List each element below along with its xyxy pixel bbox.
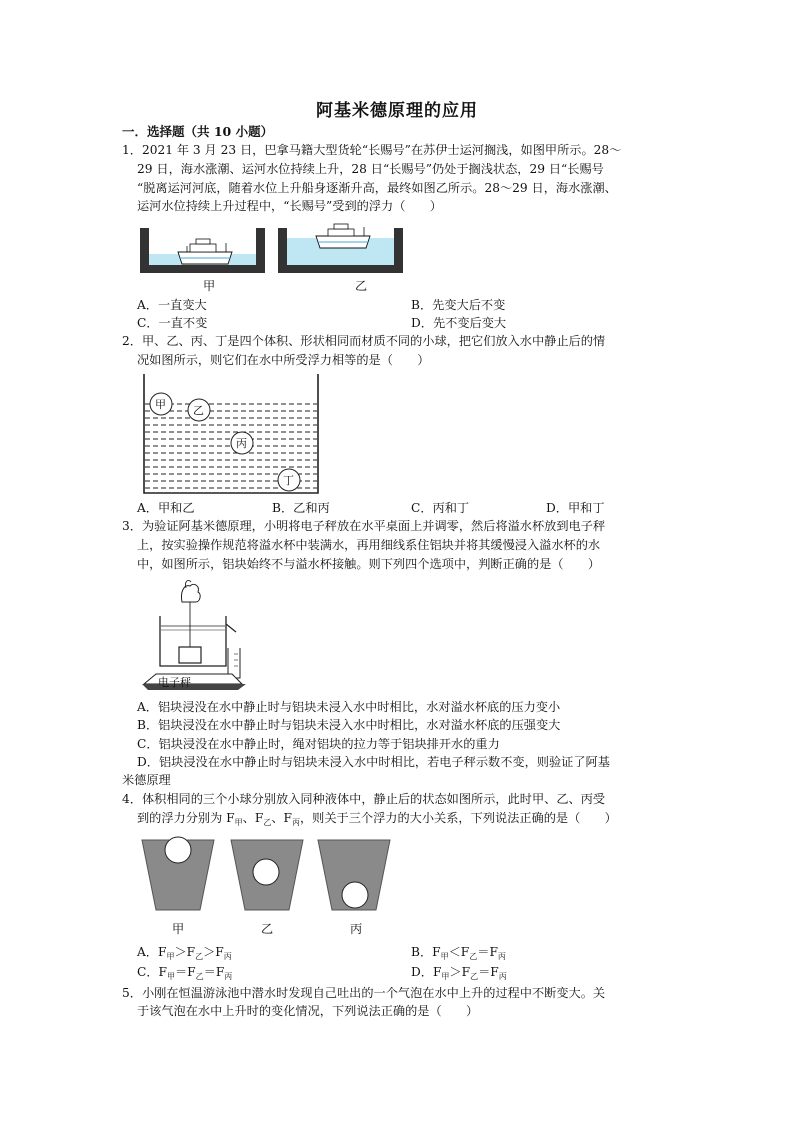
q2-tank-figure — [143, 374, 323, 494]
option-sub: 甲 — [441, 972, 450, 981]
q4-option-b[interactable] — [411, 943, 506, 963]
q4-line — [137, 809, 617, 829]
option-sub: 丙 — [498, 972, 507, 981]
q1-option-d[interactable]: D．先不变后变大 — [411, 316, 507, 330]
option-text: ＝F — [477, 945, 498, 959]
option-text: ＞F — [449, 965, 471, 979]
option-text: ＝F — [174, 965, 196, 979]
q2-ball-label-ding: 丁 — [283, 474, 294, 487]
q3-option-d[interactable]: D．铝块浸没在水中静止时与铝块未浸入水中时相比，若电子秤示数不变，则验证了阿基 — [137, 755, 610, 769]
option-text: ＞F — [174, 945, 196, 959]
q1-option-b[interactable]: B．先变大后不变 — [411, 298, 506, 312]
option-text: B．F — [411, 945, 441, 959]
page-title: 阿基米德原理的应用 — [316, 101, 478, 121]
q3-option-b[interactable]: B．铝块浸没在水中静止时与铝块未浸入水中时相比，水对溢水杯底的压强变大 — [137, 718, 561, 732]
q4-fig-label-jia: 甲 — [172, 922, 185, 936]
q3-option-d-continued: 米德原理 — [122, 773, 171, 787]
q4-option-a[interactable] — [137, 943, 232, 963]
option-text: ＝F — [203, 965, 225, 979]
option-sub: 丙 — [223, 952, 232, 961]
q3-option-a[interactable]: A．铝块浸没在水中静止时与铝块未浸入水中时相比，水对溢水杯底的压力变小 — [137, 700, 561, 714]
q2-option-d[interactable]: D．甲和丁 — [546, 501, 605, 515]
q3-line: 中，如图所示，铝块始终不与溢水杯接触。则下列四个选项中，判断正确的是（ ） — [137, 557, 601, 571]
q2-option-b[interactable]: B．乙和丙 — [272, 501, 330, 515]
q4-option-c[interactable] — [137, 963, 232, 983]
q1-line: “脱离运河河底，随着水位上升船身逐渐升高，最终如图乙所示。28～29 日，海水涨潮、 — [137, 181, 617, 195]
q2-option-c[interactable]: C．丙和丁 — [411, 501, 470, 515]
q1-line: 运河水位持续上升过程中，“长赐号”受到的浮力（ ） — [137, 199, 442, 213]
option-text: ＝F — [478, 965, 499, 979]
q4-cup-jia — [142, 840, 214, 912]
option-text: A．F — [137, 945, 167, 959]
q4-line2-text: ，则关于三个浮力的大小关系，下列说法正确的是（ ） — [299, 811, 617, 825]
q4-sub-bing: 丙 — [291, 818, 300, 827]
q2-line: 2．甲、乙、丙、丁是四个体积、形状相同而材质不同的小球，把它们放入水中静止后的情 — [122, 334, 606, 348]
q3-line: 3．为验证阿基米德原理，小明将电子秤放在水平桌面上并调零，然后将溢水杯放到电子秤 — [122, 519, 606, 533]
q4-line: 4．体积相同的三个小球分别放入同种液体中，静止后的状态如图所示，此时甲、乙、丙受 — [122, 792, 606, 806]
q4-sub-jia: 甲 — [234, 818, 243, 827]
q1-option-a[interactable]: A．一直变大 — [137, 298, 207, 312]
option-sub: 乙 — [195, 972, 204, 981]
option-sub: 丙 — [497, 952, 506, 961]
q4-fig-label-yi: 乙 — [261, 922, 274, 936]
option-text: ＞F — [203, 945, 224, 959]
option-text: C．F — [137, 965, 167, 979]
q1-line: 1．2021 年 3 月 23 日，巴拿马籍大型货轮“长赐号”在苏伊士运河搁浅，如图甲所示。28～ — [122, 143, 622, 157]
q1-line: 29 日，海水涨潮、运河水位持续上升，28 日“长赐号”仍处于搁浅状态，29 日“长赐号 — [137, 162, 604, 176]
q4-fig-label-bing: 丙 — [350, 922, 363, 936]
q4-line2-text: 、F — [271, 811, 292, 825]
q3-option-c[interactable]: C．铝块浸没在水中静止时，绳对铝块的拉力等于铝块排开水的重力 — [137, 737, 500, 751]
q1-option-c[interactable]: C．一直不变 — [137, 316, 208, 330]
q4-option-d[interactable] — [411, 963, 507, 983]
option-sub: 甲 — [166, 952, 175, 961]
q5-line: 于该气泡在水中上升时的变化情况，下列说法正确的是（ ） — [137, 1004, 479, 1018]
q4-cup-bing — [318, 840, 390, 912]
q4-line2-text: 、F — [242, 811, 264, 825]
q3-scale-label: 电子秤 — [158, 676, 191, 689]
q1-figure-jia — [140, 228, 265, 273]
q2-ball-label-bing: 丙 — [236, 437, 247, 450]
option-sub: 丙 — [224, 972, 233, 981]
q3-line: 上，按实验操作规范将溢水杯中装满水，再用细线系住铝块并将其缓慢浸入溢水杯的水 — [137, 538, 601, 552]
q4-cup-yi — [231, 840, 303, 912]
option-sub: 甲 — [440, 952, 449, 961]
q2-line: 况如图所示，则它们在水中所受浮力相等的是（ ） — [137, 353, 430, 367]
q5-line: 5．小刚在恒温游泳池中潜水时发现自己吐出的一个气泡在水中上升的过程中不断变大。关 — [122, 986, 606, 1000]
option-text: ＜F — [448, 945, 470, 959]
option-sub: 甲 — [166, 972, 175, 981]
option-sub: 乙 — [195, 952, 204, 961]
q1-fig-label-jia: 甲 — [203, 279, 216, 293]
q1-fig-label-yi: 乙 — [355, 279, 368, 293]
option-text: D．F — [411, 965, 442, 979]
q4-line2-text: 到的浮力分别为 F — [137, 811, 235, 825]
option-sub: 乙 — [470, 972, 479, 981]
option-sub: 乙 — [469, 952, 478, 961]
q2-ball-label-jia: 甲 — [155, 398, 166, 411]
q4-sub-yi: 乙 — [263, 818, 272, 827]
q2-ball-label-yi: 乙 — [193, 404, 204, 417]
section-heading: 一．选择题（共 10 小题） — [122, 124, 274, 139]
q1-figure-yi — [278, 228, 403, 273]
q2-option-a[interactable]: A．甲和乙 — [137, 501, 195, 515]
